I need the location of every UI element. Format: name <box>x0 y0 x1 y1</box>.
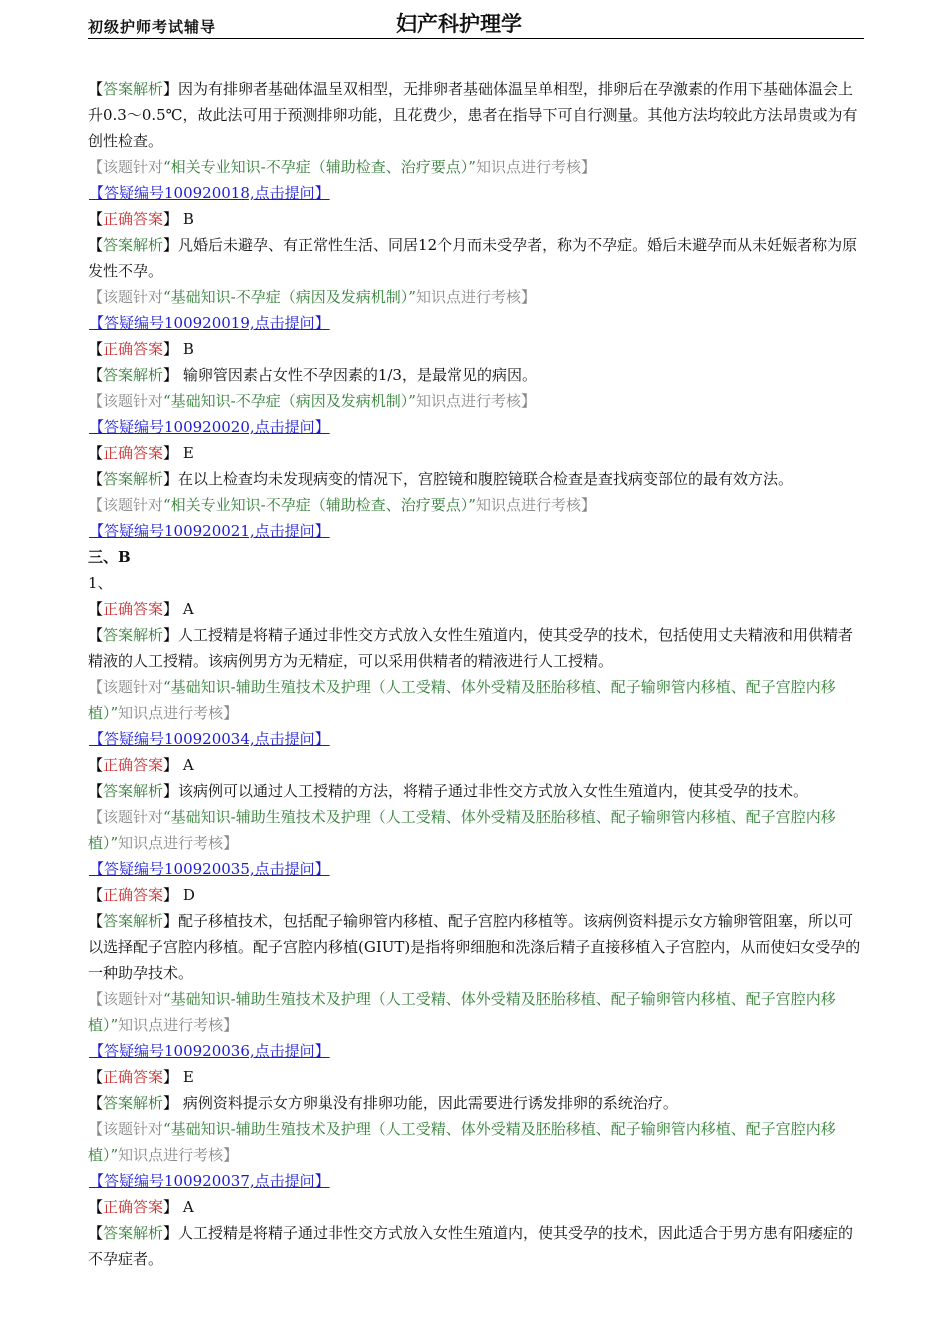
ask-question-link[interactable]: 【答疑编号100920034,点击提问】 <box>89 730 330 748</box>
answer-analysis <box>88 466 868 492</box>
topic-note <box>88 154 868 180</box>
correct-answer-line <box>88 882 868 908</box>
topic-prefix: 【该题针对 <box>88 990 164 1008</box>
topic-note <box>88 804 868 856</box>
topic-suffix: 知识点进行考核】 <box>118 834 239 852</box>
topic-suffix: 知识点进行考核】 <box>475 496 596 514</box>
correct-answer-label: 正确答案 <box>103 444 164 462</box>
bracket-close: 】 <box>163 1198 179 1216</box>
topic-prefix: 【该题针对 <box>88 1120 164 1138</box>
analysis-label: 答案解析 <box>103 1094 164 1112</box>
ask-question-link[interactable]: 【答疑编号100920020,点击提问】 <box>89 418 330 436</box>
bracket-open: 【 <box>88 782 104 800</box>
question-link-line <box>88 414 868 440</box>
topic-prefix: 【该题针对 <box>88 392 164 410</box>
correct-answer-label: 正确答案 <box>103 210 164 228</box>
bracket-close: 】 <box>163 444 179 462</box>
correct-answer-value: B <box>182 340 194 358</box>
correct-answer-label: 正确答案 <box>103 600 164 618</box>
correct-answer-label: 正确答案 <box>103 886 164 904</box>
correct-answer-value: A <box>182 756 194 774</box>
question-link-line <box>88 310 868 336</box>
question-link-line <box>88 1038 868 1064</box>
answer-content <box>88 76 868 1272</box>
topic-suffix: 知识点进行考核】 <box>118 704 239 722</box>
correct-answer-line <box>88 596 868 622</box>
topic-suffix: 知识点进行考核】 <box>475 158 596 176</box>
bracket-close: 】 <box>163 1094 179 1112</box>
analysis-text: 输卵管因素占女性不孕因素的1/3，是最常见的病因。 <box>178 366 537 384</box>
bracket-open: 【 <box>88 756 104 774</box>
topic-prefix: 【该题针对 <box>88 678 164 696</box>
question-link-line <box>88 726 868 752</box>
correct-answer-line <box>88 440 868 466</box>
question-link-line <box>88 856 868 882</box>
topic-name: “相关专业知识-不孕症（辅助检查、治疗要点）” <box>163 496 476 514</box>
bracket-open: 【 <box>88 600 104 618</box>
topic-note <box>88 284 868 310</box>
answer-analysis <box>88 362 868 388</box>
ask-question-link[interactable]: 【答疑编号100920021,点击提问】 <box>89 522 330 540</box>
topic-suffix: 知识点进行考核】 <box>118 1146 239 1164</box>
bracket-open: 【 <box>88 340 104 358</box>
bracket-close: 】 <box>163 600 179 618</box>
correct-answer-value: A <box>182 1198 194 1216</box>
ask-question-link[interactable]: 【答疑编号100920037,点击提问】 <box>89 1172 330 1190</box>
bracket-open: 【 <box>88 1094 104 1112</box>
question-link-line <box>88 518 868 544</box>
topic-suffix: 知识点进行考核】 <box>118 1016 239 1034</box>
bracket-open: 【 <box>88 912 104 930</box>
bracket-open: 【 <box>88 80 104 98</box>
ask-question-link[interactable]: 【答疑编号100920036,点击提问】 <box>89 1042 330 1060</box>
topic-prefix: 【该题针对 <box>88 288 164 306</box>
correct-answer-label: 正确答案 <box>103 1198 164 1216</box>
correct-answer-label: 正确答案 <box>103 1068 164 1086</box>
page-header <box>88 8 864 39</box>
analysis-label: 答案解析 <box>103 1224 164 1242</box>
bracket-open: 【 <box>88 626 104 644</box>
correct-answer-label: 正确答案 <box>103 756 164 774</box>
correct-answer-line <box>88 1194 868 1220</box>
correct-answer-line <box>88 1064 868 1090</box>
topic-name: “基础知识-辅助生殖技术及护理（人工受精、体外受精及胚胎移植、配子输卵管内移植、配子宫腔内移植）” <box>88 808 836 852</box>
bracket-open: 【 <box>88 444 104 462</box>
answer-analysis <box>88 622 868 674</box>
topic-note <box>88 674 868 726</box>
answer-analysis <box>88 1220 868 1272</box>
analysis-label: 答案解析 <box>103 366 164 384</box>
analysis-label: 答案解析 <box>103 80 164 98</box>
correct-answer-value: A <box>182 600 194 618</box>
topic-name: “基础知识-不孕症（病因及发病机制）” <box>163 392 416 410</box>
bracket-open: 【 <box>88 470 104 488</box>
bracket-open: 【 <box>88 210 104 228</box>
bracket-close: 】 <box>163 366 179 384</box>
bracket-open: 【 <box>88 1198 104 1216</box>
bracket-open: 【 <box>88 236 104 254</box>
answer-analysis <box>88 76 868 154</box>
analysis-text: 人工授精是将精子通过非性交方式放入女性生殖道内，使其受孕的技术，因此适合于男方患有阳痿症的不孕症者。 <box>88 1224 854 1268</box>
bracket-open: 【 <box>88 886 104 904</box>
bracket-close: 】 <box>163 340 179 358</box>
analysis-text: 人工授精是将精子通过非性交方式放入女性生殖道内，使其受孕的技术，包括使用丈夫精液和用供精者精液的人工授精。该病例男方为无精症，可以采用供精者的精液进行人工授精。 <box>88 626 854 670</box>
correct-answer-value: B <box>182 210 194 228</box>
bracket-close: 】 <box>163 886 179 904</box>
analysis-text: 在以上检查均未发现病变的情况下，宫腔镜和腹腔镜联合检查是查找病变部位的最有效方法。 <box>178 470 794 488</box>
correct-answer-value: E <box>182 444 194 462</box>
analysis-text: 该病例可以通过人工授精的方法，将精子通过非性交方式放入女性生殖道内，使其受孕的技术。 <box>178 782 809 800</box>
correct-answer-label: 正确答案 <box>103 340 164 358</box>
ask-question-link[interactable]: 【答疑编号100920019,点击提问】 <box>89 314 330 332</box>
bracket-close: 】 <box>163 912 179 930</box>
topic-prefix: 【该题针对 <box>88 808 164 826</box>
topic-suffix: 知识点进行考核】 <box>415 288 536 306</box>
bracket-open: 【 <box>88 1068 104 1086</box>
bracket-close: 】 <box>163 756 179 774</box>
analysis-text: 配子移植技术，包括配子输卵管内移植、配子宫腔内移植等。该病例资料提示女方输卵管阻塞，所以可以选择配子宫腔内移植。配子宫腔内移植(GIUT)是指将卵细胞和洗涤后精子直接移植入子宫腔内，从而使妇女受孕的一种助孕技术。 <box>88 912 861 982</box>
bracket-open: 【 <box>88 1224 104 1242</box>
topic-name: “基础知识-辅助生殖技术及护理（人工受精、体外受精及胚胎移植、配子输卵管内移植、配子宫腔内移植）” <box>88 678 836 722</box>
topic-suffix: 知识点进行考核】 <box>415 392 536 410</box>
analysis-label: 答案解析 <box>103 236 164 254</box>
header-course-title: 初级护师考试辅导 <box>88 18 217 36</box>
analysis-label: 答案解析 <box>103 782 164 800</box>
correct-answer-value: D <box>182 886 195 904</box>
analysis-text: 凡婚后未避孕、有正常性生活、同居12个月而未受孕者，称为不孕症。婚后未避孕而从未妊娠者称为原发性不孕。 <box>88 236 858 280</box>
topic-prefix: 【该题针对 <box>88 496 164 514</box>
section-title: 三、B <box>88 548 131 566</box>
bracket-close: 】 <box>163 236 179 254</box>
answer-analysis <box>88 1090 868 1116</box>
topic-name: “基础知识-不孕症（病因及发病机制）” <box>163 288 416 306</box>
header-subject-title: 妇产科护理学 <box>396 12 522 36</box>
topic-note <box>88 492 868 518</box>
analysis-text: 因为有排卵者基础体温呈双相型，无排卵者基础体温呈单相型，排卵后在孕激素的作用下基础体温会上升0.3～0.5℃，故此法可用于预测排卵功能，且花费少，患者在指导下可自行测量。其他方法均较此方法昂贵或为有创性检查。 <box>88 80 858 150</box>
topic-note <box>88 1116 868 1168</box>
correct-answer-value: E <box>182 1068 194 1086</box>
bracket-close: 】 <box>163 626 179 644</box>
answer-analysis <box>88 778 868 804</box>
answer-analysis <box>88 232 868 284</box>
bracket-close: 】 <box>163 1068 179 1086</box>
topic-name: “相关专业知识-不孕症（辅助检查、治疗要点）” <box>163 158 476 176</box>
question-link-line <box>88 1168 868 1194</box>
analysis-label: 答案解析 <box>103 470 164 488</box>
bracket-close: 】 <box>163 1224 179 1242</box>
topic-prefix: 【该题针对 <box>88 158 164 176</box>
bracket-close: 】 <box>163 470 179 488</box>
topic-name: “基础知识-辅助生殖技术及护理（人工受精、体外受精及胚胎移植、配子输卵管内移植、配子宫腔内移植）” <box>88 990 836 1034</box>
bracket-close: 】 <box>163 80 179 98</box>
topic-note <box>88 388 868 414</box>
answer-analysis <box>88 908 868 986</box>
analysis-text: 病例资料提示女方卵巢没有排卵功能，因此需要进行诱发排卵的系统治疗。 <box>178 1094 678 1112</box>
correct-answer-line <box>88 752 868 778</box>
correct-answer-line <box>88 206 868 232</box>
topic-name: “基础知识-辅助生殖技术及护理（人工受精、体外受精及胚胎移植、配子输卵管内移植、配子宫腔内移植）” <box>88 1120 836 1164</box>
ask-question-link[interactable]: 【答疑编号100920035,点击提问】 <box>89 860 330 878</box>
bracket-open: 【 <box>88 366 104 384</box>
question-number: 1、 <box>88 574 113 592</box>
bracket-close: 】 <box>163 782 179 800</box>
correct-answer-line <box>88 336 868 362</box>
topic-note <box>88 986 868 1038</box>
bracket-close: 】 <box>163 210 179 228</box>
ask-question-link[interactable]: 【答疑编号100920018,点击提问】 <box>89 184 330 202</box>
analysis-label: 答案解析 <box>103 912 164 930</box>
analysis-label: 答案解析 <box>103 626 164 644</box>
question-link-line <box>88 180 868 206</box>
